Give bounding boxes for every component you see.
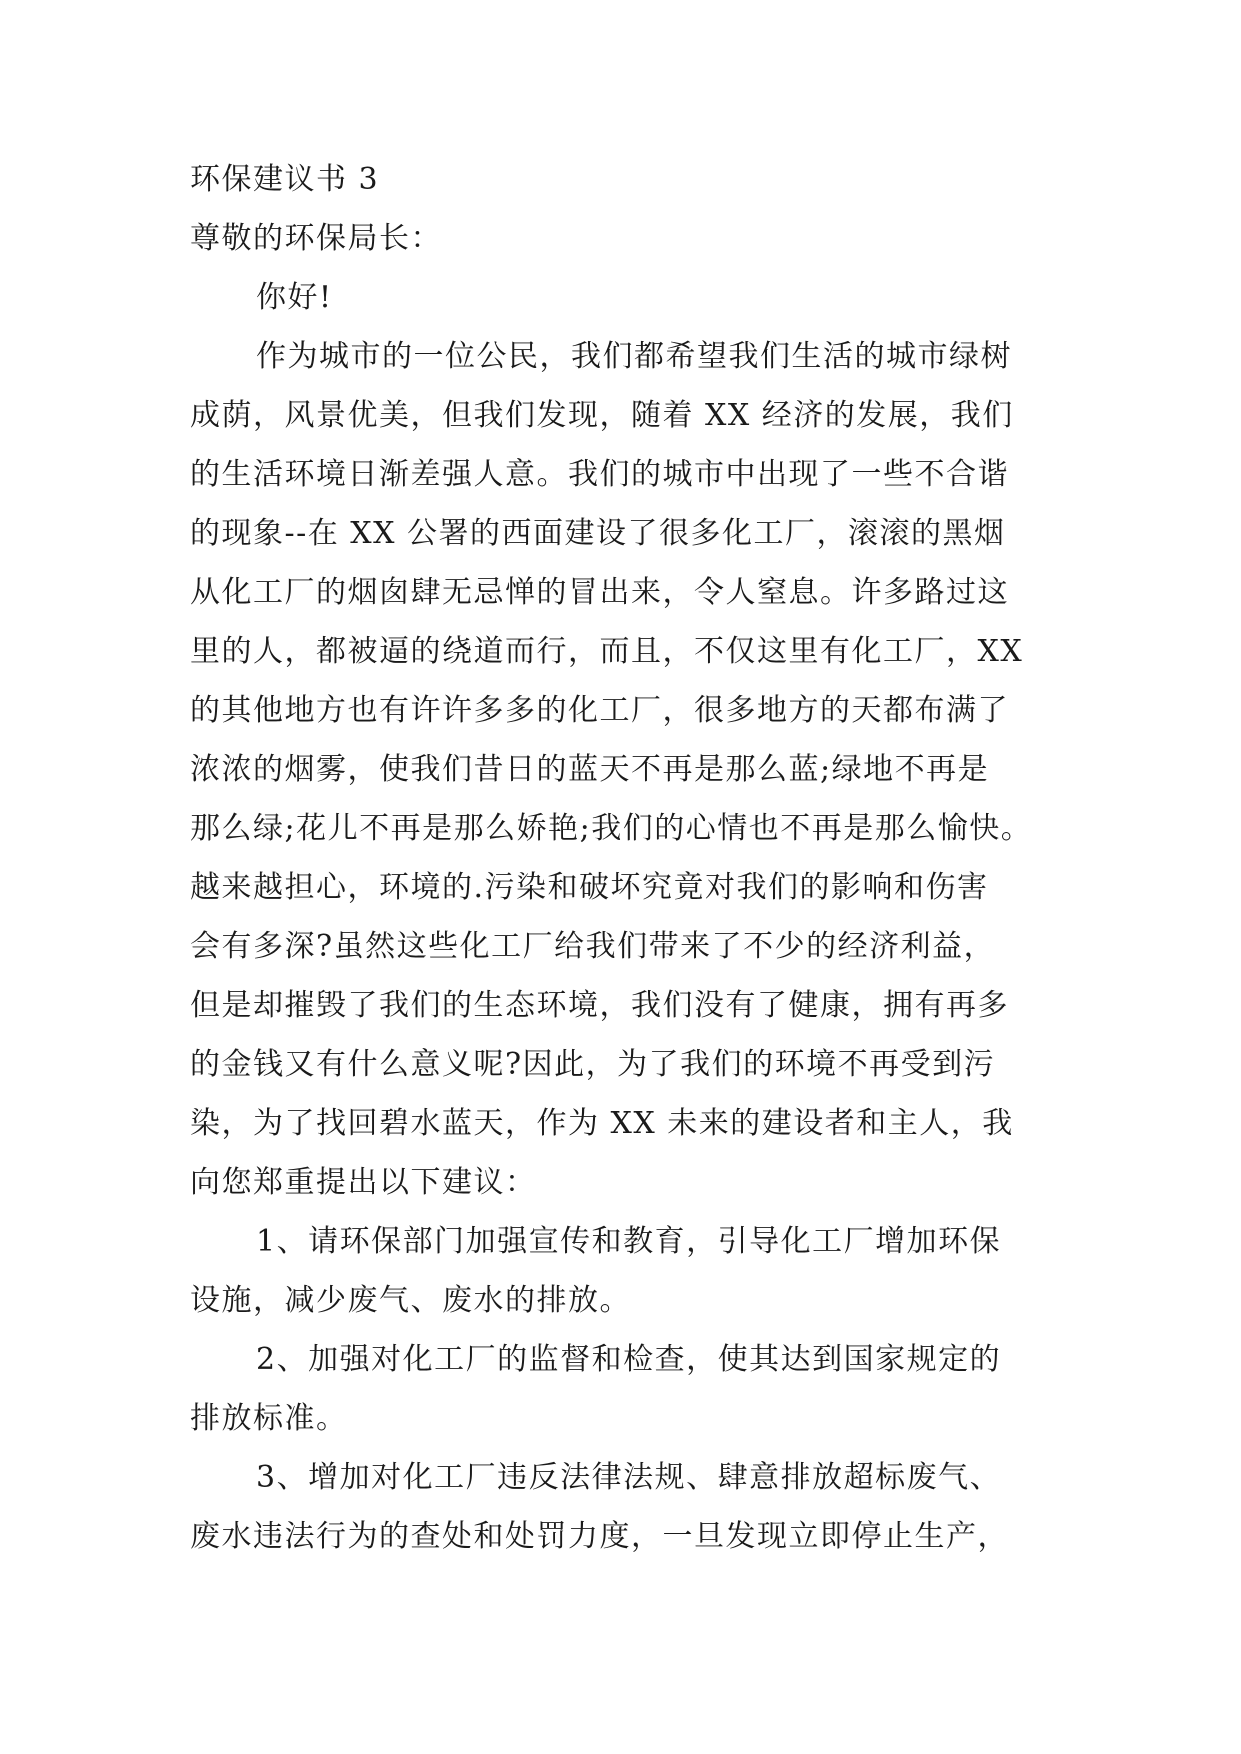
- body-line: 的其他地方也有许许多多的化工厂，很多地方的天都布满了: [190, 693, 1009, 728]
- body-line: 作为城市的一位公民，我们都希望我们生活的城市绿树: [256, 339, 1012, 374]
- body-line: 从化工厂的烟囱肆无忌惮的冒出来，令人窒息。许多路过这: [190, 575, 1009, 610]
- suggestion-3-line: 3、增加对化工厂违反法律法规、肆意排放超标废气、: [256, 1460, 1002, 1495]
- greeting: 你好!: [256, 280, 333, 315]
- body-line: 成荫，风景优美，但我们发现，随着 XX 经济的发展，我们: [190, 398, 1014, 433]
- body-line: 那么绿;花儿不再是那么娇艳;我们的心情也不再是那么愉快。: [190, 811, 1033, 846]
- suggestion-2-line: 2、加强对化工厂的监督和检查，使其达到国家规定的: [256, 1342, 1002, 1377]
- suggestion-2-line: 排放标准。: [190, 1401, 348, 1436]
- document-title: 环保建议书 3: [190, 162, 380, 197]
- body-line: 的现象--在 XX 公署的西面建设了很多化工厂，滚滚的黑烟: [190, 516, 1006, 551]
- body-line: 里的人，都被逼的绕道而行，而且，不仅这里有化工厂，XX: [190, 634, 1024, 669]
- suggestion-1-line: 1、请环保部门加强宣传和教育，引导化工厂增加环保: [256, 1224, 1002, 1259]
- document-page: [190, 150, 1070, 1566]
- body-line: 浓浓的烟雾，使我们昔日的蓝天不再是那么蓝;绿地不再是: [190, 752, 990, 787]
- salutation: 尊敬的环保局长：: [190, 221, 442, 256]
- body-line: 但是却摧毁了我们的生态环境，我们没有了健康，拥有再多: [190, 988, 1009, 1023]
- suggestion-1-line: 设施，减少废气、废水的排放。: [190, 1283, 631, 1318]
- body-line: 会有多深?虽然这些化工厂给我们带来了不少的经济利益，: [190, 929, 996, 964]
- body-line: 的金钱又有什么意义呢?因此，为了我们的环境不再受到污: [190, 1047, 996, 1082]
- body-line: 向您郑重提出以下建议：: [190, 1165, 537, 1200]
- suggestion-3-line: 废水违法行为的查处和处罚力度，一旦发现立即停止生产，: [190, 1519, 1009, 1554]
- body-line: 的生活环境日渐差强人意。我们的城市中出现了一些不合谐: [190, 457, 1009, 492]
- body-line: 染，为了找回碧水蓝天，作为 XX 未来的建设者和主人，我: [190, 1106, 1014, 1141]
- body-line: 越来越担心，环境的.污染和破坏究竟对我们的影响和伤害: [190, 870, 989, 905]
